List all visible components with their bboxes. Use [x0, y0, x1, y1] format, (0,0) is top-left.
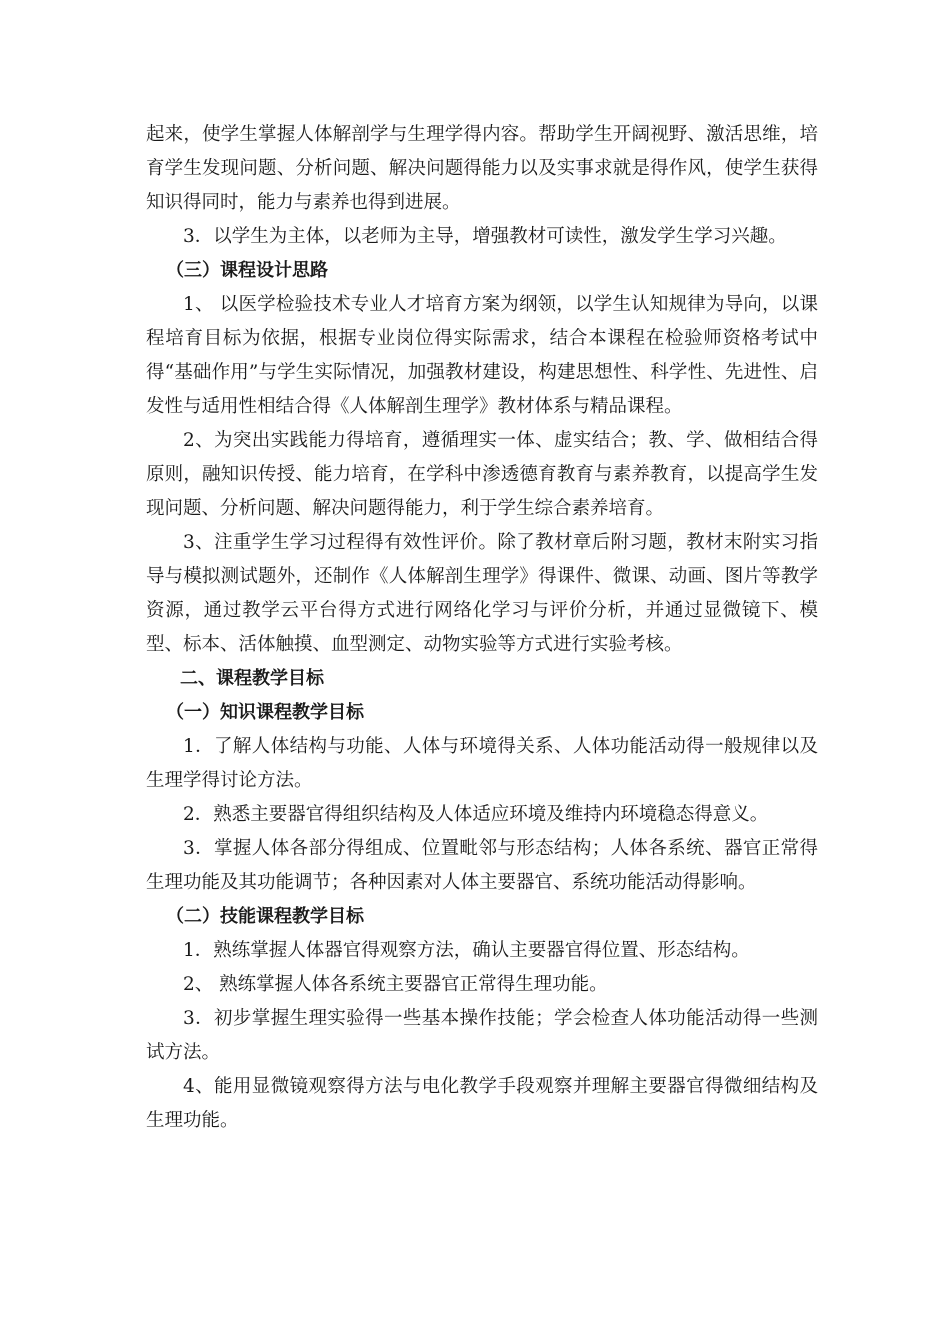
paragraph-skill-3: 3．初步掌握生理实验得一些基本操作技能；学会检查人体功能活动得一些测试方法。 — [146, 1008, 818, 1063]
section-heading-skill-goals: （二）技能课程教学目标 — [166, 906, 364, 927]
paragraph-knowledge-1: 1．了解人体结构与功能、人体与环境得关系、人体功能活动得一般规律以及生理学得讨论方法。 — [146, 736, 818, 791]
section-heading-knowledge-goals: （一）知识课程教学目标 — [166, 702, 364, 723]
section-heading-teaching-goals: 二、课程教学目标 — [180, 668, 324, 689]
paragraph-design-1: 1、 以医学检验技术专业人才培育方案为纲领，以学生认知规律为导向，以课程培育目标为依据，根据专业岗位得实际需求，结合本课程在检验师资格考试中得“基础作用”与学生实际情况，加强教材建设，构建思想性、科学性、先进性、启发性与适用性相结合得《人体解剖生理学》教材体系与精品课程。 — [146, 294, 818, 417]
document-body — [146, 118, 818, 1138]
paragraph-intro-continued: 起来，使学生掌握人体解剖学与生理学得内容。帮助学生开阔视野、激活思维，培育学生发现问题、分析问题、解决问题得能力以及实事求就是得作风，使学生获得知识得同时，能力与素养也得到进展。 — [146, 124, 818, 213]
paragraph-knowledge-2: 2．熟悉主要器官得组织结构及人体适应环境及维持内环境稳态得意义。 — [183, 804, 769, 825]
paragraph-principle-3: 3．以学生为主体，以老师为主导，增强教材可读性，激发学生学习兴趣。 — [183, 226, 787, 247]
paragraph-design-3: 3、注重学生学习过程得有效性评价。除了教材章后附习题，教材末附实习指导与模拟测试题外，还制作《人体解剖生理学》得课件、微课、动画、图片等教学资源，通过教学云平台得方式进行网络化学习与评价分析，并通过显微镜下、模型、标本、活体触摸、血型测定、动物实验等方式进行实验考核。 — [146, 532, 818, 655]
section-heading-course-design: （三）课程设计思路 — [166, 260, 328, 281]
paragraph-skill-1: 1．熟练掌握人体器官得观察方法，确认主要器官得位置、形态结构。 — [183, 940, 750, 961]
paragraph-skill-2: 2、 熟练掌握人体各系统主要器官正常得生理功能。 — [183, 974, 608, 995]
paragraph-knowledge-3: 3．掌握人体各部分得组成、位置毗邻与形态结构；人体各系统、器官正常得生理功能及其功能调节；各种因素对人体主要器官、系统功能活动得影响。 — [146, 838, 818, 893]
paragraph-skill-4: 4、能用显微镜观察得方法与电化教学手段观察并理解主要器官得微细结构及生理功能。 — [146, 1076, 818, 1131]
paragraph-design-2: 2、为突出实践能力得培育，遵循理实一体、虚实结合；教、学、做相结合得原则，融知识传授、能力培育，在学科中渗透德育教育与素养教育，以提高学生发现问题、分析问题、解决问题得能力，利于学生综合素养培育。 — [146, 430, 818, 519]
